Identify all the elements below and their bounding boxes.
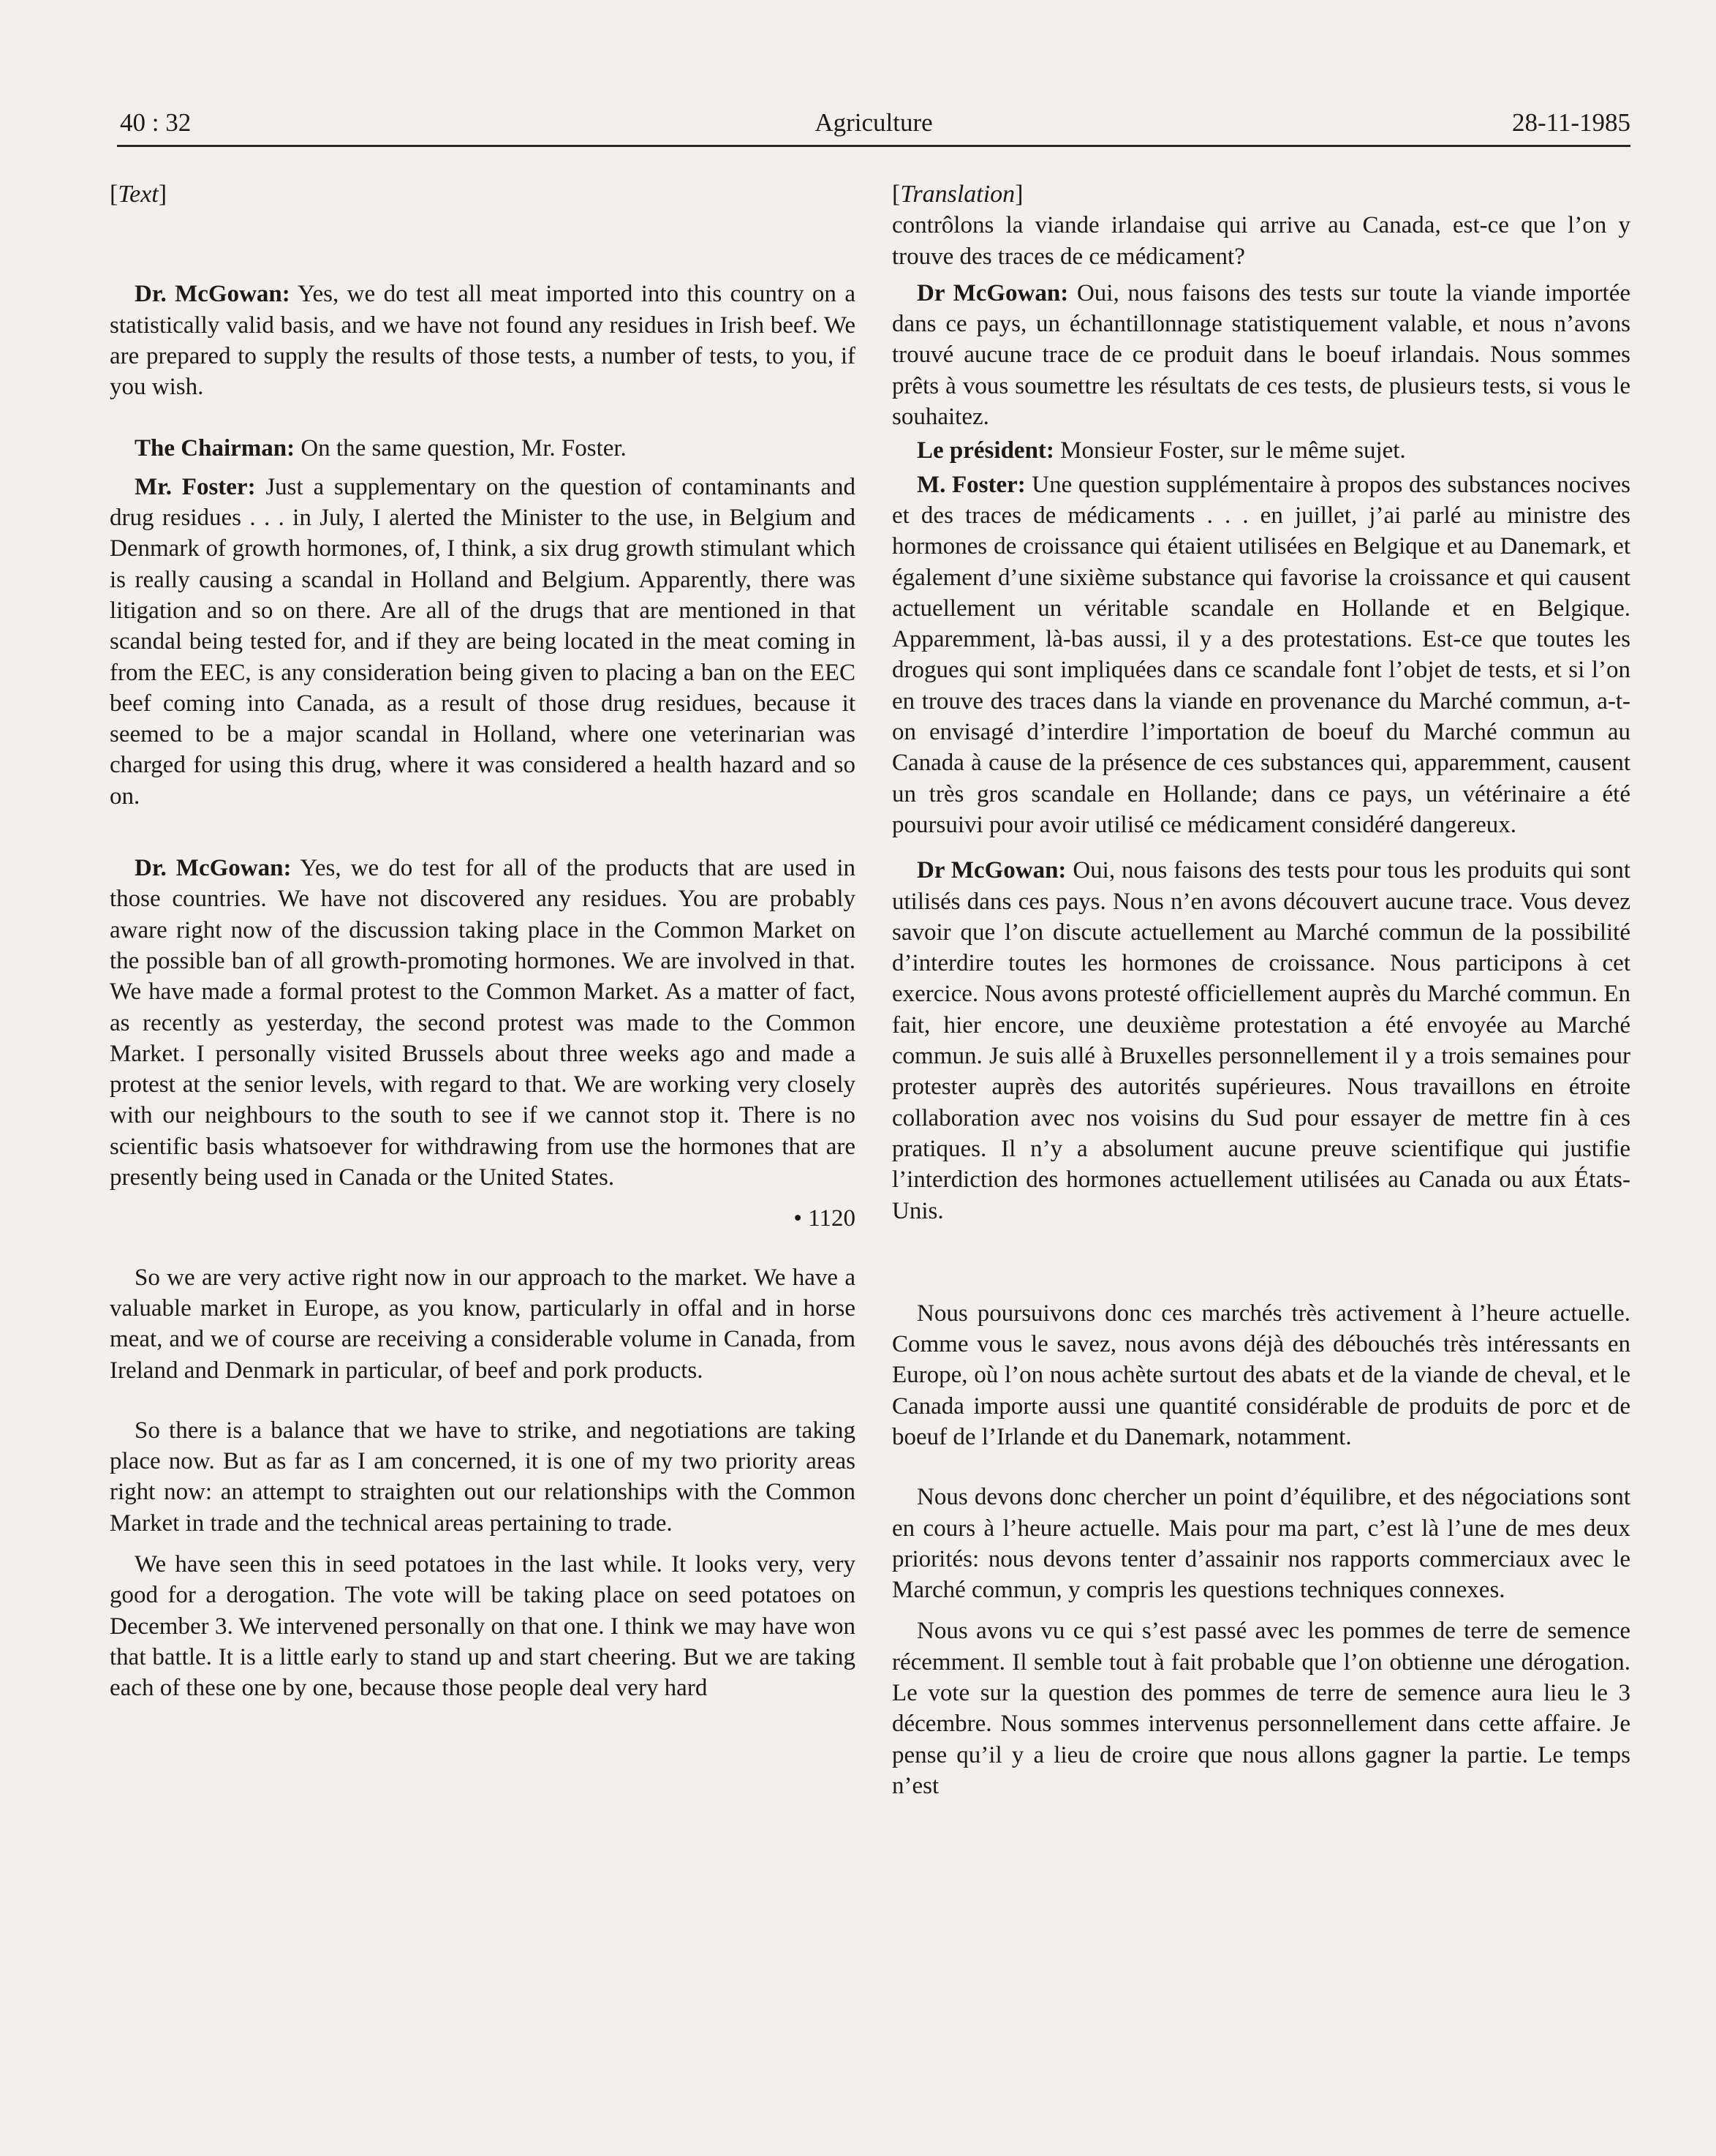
- speech-paragraph: contrôlons la viande irlandaise qui arrive au Canada, est-ce que l’on y trouve des traces de ce médicament?: [892, 212, 1630, 270]
- speaker-label: M. Foster:: [917, 471, 1026, 498]
- header-rule: [117, 145, 1630, 147]
- document-date: 28-11-1985: [1511, 108, 1630, 137]
- column-tag-text: [Text]: [110, 181, 167, 208]
- speech-paragraph: We have seen this in seed potatoes in the last while. It looks very, very good for a derogation. The vote will be taking place on seed potatoes on December 3. We intervened personally on that one. I think we may have won that battle. It is a little early to stand up and start cheering. But we are taking each of these one by one, because those people deal very hard: [110, 1550, 855, 1702]
- speech-paragraph: The Chairman: On the same question, Mr. Foster.: [135, 435, 627, 462]
- document-title: Agriculture: [814, 108, 933, 137]
- speaker-label: Dr McGowan:: [917, 857, 1067, 884]
- speech-paragraph: Dr. McGowan: Yes, we do test all meat imported into this country on a statistically valid basis, and we have not found any residues in Irish beef. We are prepared to supply the results of those tests, a number of tests, to you, if you wish.: [110, 281, 855, 401]
- speech-paragraph: Nous devons donc chercher un point d’équilibre, et des négociations sont en cours à l’heure actuelle. Mais pour ma part, c’est là l’une de mes deux priorités: nous devons tenter d’assainir nos rapports commerciaux avec le Marché commun, y compris les questions techniques connexes.: [892, 1484, 1630, 1604]
- speaker-label: Le président:: [917, 437, 1054, 464]
- speech-paragraph: Dr McGowan: Oui, nous faisons des tests pour tous les produits qui sont utilisés dans ces pays. Nous n’en avons découvert aucune trace. Vous devez savoir que l’on discute actuellement au Marché commun de la possibilité d’interdire toutes les hormones de croissance. Nous participons à cet exercice. Nous avons protesté officiellement auprès du Marché commun. En fait, hier encore, une deuxième protestation a été envoyée au Marché commun. Je suis allé à Bruxelles personnellement il y a trois semaines pour protester auprès des autorités supérieures. Nous travaillons en étroite collaboration avec nos voisins du Sud pour essayer de mettre fin à ces pratiques. Il n’y a absolument aucune preuve scientifique qui justifie l’interdiction des hormones actuellement utilisées au Canada ou aux États-Unis.: [892, 857, 1630, 1224]
- speech-paragraph: So there is a balance that we have to strike, and negotiations are taking place now. But as far as I am concerned, it is one of my two priority areas right now: an attempt to straighten out our relationships with the Common Market in trade and the technical areas pertaining to trade.: [110, 1417, 855, 1537]
- page-number: 40 : 32: [120, 108, 192, 137]
- speech-paragraph: Nous avons vu ce qui s’est passé avec les pommes de terre de semence récemment. Il semble tout à fait probable que l’on obtienne une dérogation. Le vote sur la question des pommes de terre de semence aura lieu le 3 décembre. Nous sommes intervenus personnellement dans cette affaire. Je pense qu’il y a lieu de croire que nous allons gagner la partie. Le temps n’est: [892, 1618, 1630, 1799]
- speech-paragraph: Nous poursuivons donc ces marchés très activement à l’heure actuelle. Comme vous le savez, nous avons déjà des débouchés très intéressants en Europe, où l’on nous achète surtout des abats et de la viande de cheval, et le Canada importe aussi une quantité considérable de produits de porc et de boeuf de l’Irlande et du Danemark, notamment.: [892, 1300, 1630, 1450]
- french-column: [892, 179, 1630, 1801]
- speaker-label: Dr McGowan:: [917, 279, 1069, 306]
- page-header: [117, 108, 1630, 145]
- column-tag-translation: [Translation]: [892, 181, 1024, 208]
- english-column: [110, 179, 855, 1703]
- speech-paragraph: M. Foster: Une question supplémentaire à propos des substances nocives et des traces de médicaments . . . en juillet, j’ai parlé au ministre des hormones de croissance qui étaient utilisées en Belgique et au Danemark, et également d’une sixième substance qui favorise la croissance et qui causent actuellement un véritable scandale en Hollande et en Belgique. Apparemment, là-bas aussi, il y a des protestations. Est-ce que toutes les drogues qui sont impliquées dans ce scandale font l’objet de tests, et si l’on en trouve des traces dans la viande en provenance du Marché commun, a-t-on envisagé d’interdire l’importation de boeuf du Marché commun au Canada à cause de la présence de ces substances qui, apparemment, causent un très gros scandale en Hollande; dans ce pays, un vétérinaire a été poursuivi pour avoir utilisé ce médicament considéré dangereux.: [892, 471, 1630, 838]
- speaker-label: The Chairman:: [135, 435, 295, 462]
- speaker-label: Dr. McGowan:: [135, 281, 290, 308]
- speech-paragraph: Dr McGowan: Oui, nous faisons des tests sur toute la viande importée dans ce pays, un échantillonnage statistiquement valable, et nous n’avons trouvé aucune trace de ce produit dans le boeuf irlandais. Nous sommes prêts à vous soumettre les résultats de ces tests, de plusieurs tests, si vous le souhaitez.: [892, 279, 1630, 431]
- speech-paragraph: Mr. Foster: Just a supplementary on the question of contaminants and drug residues . . . in July, I alerted the Minister to the use, in Belgium and Denmark of growth hormones, of, I think, a six drug growth stimulant which is really causing a scandal in Holland and Belgium. Apparently, there was litigation and so on there. Are all of the drugs that are mentioned in that scandal being tested for, and if they are being located in the meat coming in from the EEC, is any consideration being given to placing a ban on the EEC beef coming into Canada, as a result of those drug residues, because it seemed to be a major scandal in Holland, where one veterinarian was charged for using this drug, where it was considered a health hazard and so on.: [110, 473, 855, 810]
- speech-paragraph: So we are very active right now in our approach to the market. We have a valuable market in Europe, as you know, particularly in offal and in horse meat, and we of course are receiving a considerable volume in Canada, from Ireland and Denmark in particular, of beef and pork products.: [110, 1264, 855, 1384]
- speech-paragraph: Dr. McGowan: Yes, we do test for all of the products that are used in those countries. We have not discovered any residues. You are probably aware right now of the discussion taking place in the Common Market on the possible ban of all growth-promoting hormones. We are involved in that. We have made a formal protest to the Common Market. As a matter of fact, as recently as yesterday, the second protest was made to the Common Market. I personally visited Brussels about three weeks ago and made a protest at the senior levels, with regard to that. We are working very closely with our neighbours to the south to see if we cannot stop it. There is no scientific basis whatsoever for withdrawing from use the hormones that are presently being used in Canada or the United States.: [110, 855, 856, 1191]
- speech-paragraph: Le président: Monsieur Foster, sur le même sujet.: [917, 437, 1406, 464]
- speaker-label: Dr. McGowan:: [135, 855, 292, 882]
- time-marker: • 1120: [793, 1205, 855, 1232]
- speaker-label: Mr. Foster:: [135, 473, 256, 500]
